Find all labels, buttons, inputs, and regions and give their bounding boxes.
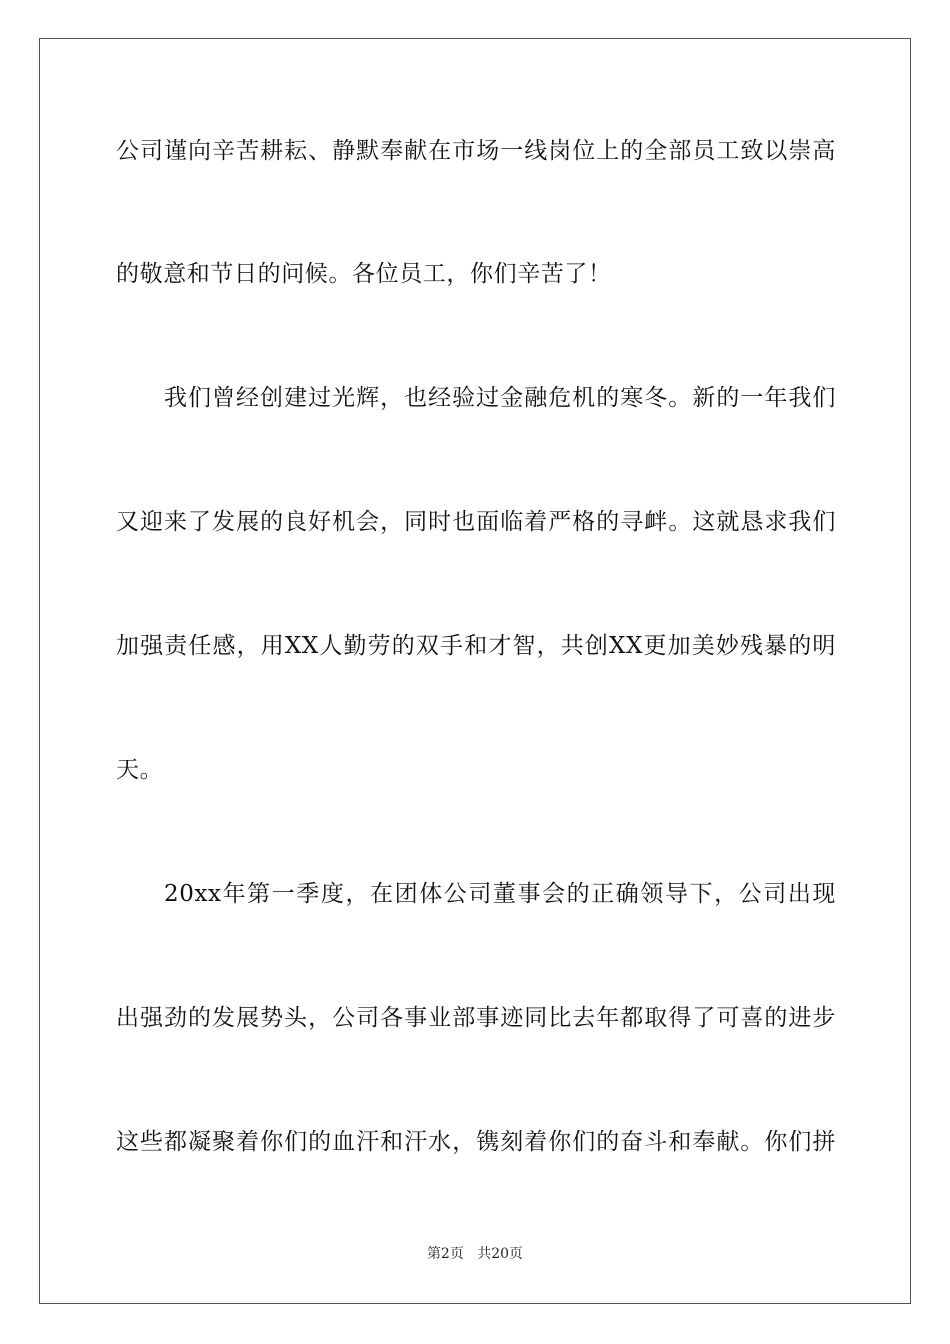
- page-number: 第2页: [426, 1246, 464, 1262]
- body-line-7: 20xx年第一季度，在团体公司董事会的正确领导下，公司出现: [164, 881, 836, 907]
- body-line-5: 加强责任感，用XX人勤劳的双手和才智，共创XX更加美妙残暴的明: [116, 633, 836, 659]
- body-line-1: 公司谨向辛苦耕耘、静默奉献在市场一线岗位上的全部员工致以崇高: [116, 138, 836, 164]
- page-footer: [0, 1244, 950, 1264]
- body-line-2: 的敬意和节日的问候。各位员工，你们辛苦了！: [116, 261, 612, 287]
- body-line-6: 天。: [116, 757, 164, 783]
- body-line-4: 又迎来了发展的良好机会，同时也面临着严格的寻衅。这就恳求我们: [116, 509, 836, 535]
- page-total: 共20页: [477, 1246, 524, 1262]
- page-frame: [39, 38, 911, 1304]
- body-line-3: 我们曾经创建过光辉，也经验过金融危机的寒冬。新的一年我们: [164, 385, 836, 411]
- body-line-9: 这些都凝聚着你们的血汗和汗水，镌刻着你们的奋斗和奉献。你们拼: [116, 1129, 836, 1155]
- body-line-8: 出强劲的发展势头，公司各事业部事迹同比去年都取得了可喜的进步: [116, 1005, 836, 1031]
